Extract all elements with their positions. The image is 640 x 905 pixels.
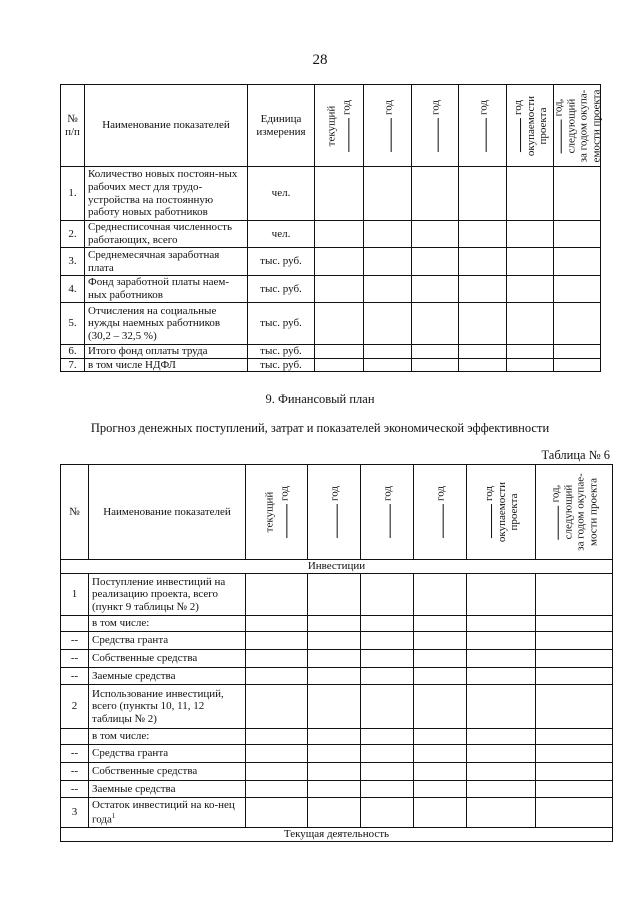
- row-name: Заемные средства: [89, 781, 246, 798]
- t1-header-year-4: год: [459, 85, 507, 167]
- row-name: Заемные средства: [89, 668, 246, 685]
- t1-header-name: Наименование показателей: [85, 85, 248, 167]
- t1-header-next-year: год, следующий за годом окупа- емости проекта: [554, 85, 601, 167]
- page-number: 28: [312, 52, 328, 68]
- row-name: Поступление инвестиций на реализацию проекта, всего (пункт 9 таблицы № 2): [89, 574, 246, 616]
- row-name: Собственные средства: [89, 650, 246, 668]
- section-heading: 9. Финансовый план: [265, 392, 375, 406]
- table-row: [61, 798, 613, 828]
- row-name: Собственные средства: [89, 763, 246, 781]
- table-row: [61, 574, 613, 616]
- row-name: в том числе НДФЛ: [85, 358, 248, 372]
- row-num: 3.: [61, 248, 85, 276]
- table-row: [61, 685, 613, 729]
- t1-header-current-year: текущий год: [315, 85, 364, 167]
- row-name: Средства гранта: [89, 632, 246, 650]
- group-label: Инвестиции: [61, 560, 613, 574]
- row-num: --: [61, 781, 89, 798]
- row-unit: чел.: [248, 221, 315, 248]
- table-row: [61, 303, 601, 345]
- t2-header-next-year: год, следующий за годом окупае- мости проекта: [536, 465, 613, 560]
- row-name: Фонд заработной платы наем-ных работников: [85, 276, 248, 303]
- t2-header-year-4: год: [414, 465, 467, 560]
- row-name: Отчисления на социальные нужды наемных работников (30,2 – 32,5 %): [85, 303, 248, 345]
- table-row: [61, 632, 613, 650]
- row-name: Среднемесячная заработная плата: [85, 248, 248, 276]
- table-row: [61, 345, 601, 359]
- row-num: --: [61, 650, 89, 668]
- t2-header-year-2: год: [308, 465, 361, 560]
- row-num: 6.: [61, 345, 85, 359]
- table-row: [61, 781, 613, 798]
- table-number: Таблица № 6: [541, 448, 610, 462]
- group-row-current-activity: [61, 828, 613, 842]
- row-num: [61, 729, 89, 745]
- row-name: Количество новых постоян-ных рабочих мест для трудо-устройства на постоянную работу новых работников: [85, 167, 248, 221]
- group-row-investments: [61, 560, 613, 574]
- t2-header-num: №: [61, 465, 89, 560]
- table-row: [61, 358, 601, 372]
- row-num: 5.: [61, 303, 85, 345]
- row-unit: тыс. руб.: [248, 248, 315, 276]
- section-subheading: Прогноз денежных поступлений, затрат и показателей экономической эффективности: [90, 421, 550, 435]
- row-num: --: [61, 632, 89, 650]
- table-row: [61, 763, 613, 781]
- t2-header-name: Наименование показателей: [89, 465, 246, 560]
- table1-header-row: [61, 85, 601, 167]
- t1-header-num: № п/п: [61, 85, 85, 167]
- t1-header-year-2: год: [364, 85, 412, 167]
- row-name: Среднесписочная численность работающих, всего: [85, 221, 248, 248]
- table-row: [61, 221, 601, 248]
- row-num: [61, 616, 89, 632]
- row-name: в том числе:: [89, 729, 246, 745]
- row-unit: тыс. руб.: [248, 303, 315, 345]
- table-row: [61, 668, 613, 685]
- financial-forecast-table: [60, 464, 613, 842]
- row-name: в том числе:: [89, 616, 246, 632]
- row-num: 3: [61, 798, 89, 828]
- table-row: [61, 276, 601, 303]
- table-row: [61, 729, 613, 745]
- row-num: 1.: [61, 167, 85, 221]
- row-num: 7.: [61, 358, 85, 372]
- row-num: 2.: [61, 221, 85, 248]
- row-name: Использование инвестиций, всего (пункты 10, 11, 12 таблицы № 2): [89, 685, 246, 729]
- row-num: --: [61, 668, 89, 685]
- row-num: --: [61, 763, 89, 781]
- group-label: Текущая деятельность: [61, 828, 613, 842]
- t2-header-current-year: текущий год: [246, 465, 308, 560]
- row-num: 4.: [61, 276, 85, 303]
- row-name: Итого фонд оплаты труда: [85, 345, 248, 359]
- t1-header-unit: Единица измерения: [248, 85, 315, 167]
- row-num: --: [61, 745, 89, 763]
- row-unit: чел.: [248, 167, 315, 221]
- row-num: 1: [61, 574, 89, 616]
- row-name: Остаток инвестиций на ко-нец года$^1$: [89, 798, 246, 828]
- t1-header-payback-year: год окупаемости проекта: [507, 85, 554, 167]
- table-row: [61, 616, 613, 632]
- row-unit: тыс. руб.: [248, 276, 315, 303]
- table-row: [61, 167, 601, 221]
- footnote-mark: 1: [111, 811, 116, 820]
- row-num: 2: [61, 685, 89, 729]
- t1-header-year-3: год: [412, 85, 459, 167]
- table-row: [61, 745, 613, 763]
- table2-header-row: [61, 465, 613, 560]
- staff-indicators-table: [60, 84, 601, 372]
- t2-header-year-3: год: [361, 465, 414, 560]
- t2-header-payback-year: год окупаемости проекта: [467, 465, 536, 560]
- row-unit: тыс. руб.: [248, 345, 315, 359]
- row-name: Средства гранта: [89, 745, 246, 763]
- table-row: [61, 650, 613, 668]
- table-row: [61, 248, 601, 276]
- row-unit: тыс. руб.: [248, 358, 315, 372]
